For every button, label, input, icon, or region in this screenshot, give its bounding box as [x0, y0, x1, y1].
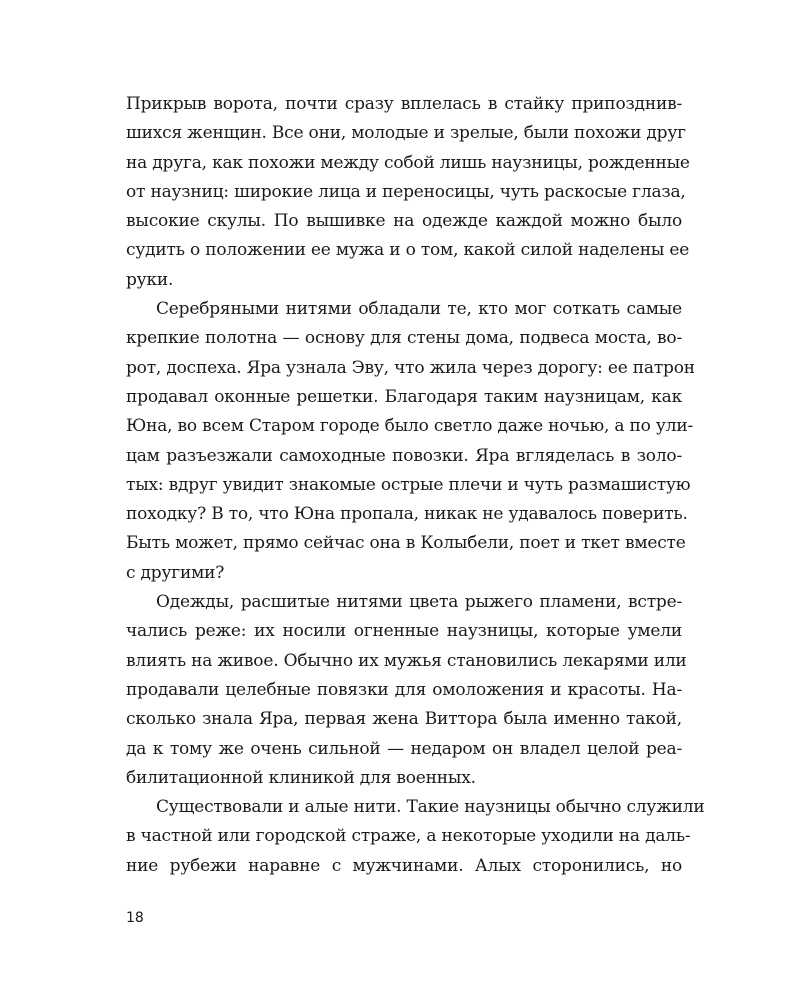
- text-line: рот, доспеха. Яра узнала Эву, что жила через дорогу: ее патрон: [126, 357, 695, 378]
- text-line: с другими?: [126, 562, 225, 583]
- text-line: сколько знала Яра, первая жена Виттора была именно такой,: [126, 709, 682, 730]
- paragraph-2: [126, 295, 695, 588]
- text-line: руки.: [126, 269, 174, 290]
- text-line: Существовали и алые нити. Такие наузницы обычно служили: [156, 797, 705, 818]
- text-line: от наузниц: широкие лица и переносицы, чуть раскосые глаза,: [126, 181, 686, 202]
- text-line: тых: вдруг увидит знакомые острые плечи и чуть размашистую: [126, 474, 691, 495]
- text-line: продавали целебные повязки для омоложения и красоты. На-: [126, 679, 682, 700]
- text-line: Юна, во всем Старом городе было светло даже ночью, а по ули-: [126, 416, 693, 437]
- text-line: Быть может, прямо сейчас она в Колыбели, поет и ткет вместе: [126, 533, 686, 554]
- text-line: билитационной клиникой для военных.: [126, 767, 476, 788]
- text-line: ние рубежи наравне с мужчинами. Алых сторонились, но: [126, 855, 682, 876]
- text-line: в частной или городской страже, а некоторые уходили на даль-: [126, 826, 691, 847]
- text-line: крепкие полотна — основу для стены дома, подвеса моста, во-: [126, 328, 682, 349]
- text-line: шихся женщин. Все они, молодые и зрелые, были похожи друг: [126, 123, 686, 144]
- text-line: чались реже: их носили огненные наузницы, которые умели: [126, 621, 682, 642]
- paragraph-4: [126, 793, 705, 881]
- text-line: цам разъезжали самоходные повозки. Яра вгляделась в золо-: [126, 445, 682, 466]
- paragraph-1: [126, 90, 690, 295]
- text-line: судить о положении ее мужа и о том, какой силой наделены ее: [126, 240, 690, 261]
- text-line: Прикрыв ворота, почти сразу вплелась в стайку припозднив-: [126, 94, 682, 114]
- paragraph-3: [126, 588, 687, 793]
- text-line: Серебряными нитями обладали те, кто мог соткать самые: [156, 299, 682, 320]
- text-line: да к тому же очень сильной — недаром он владел целой реа-: [126, 738, 682, 759]
- text-line: продавал оконные решетки. Благодаря таким наузницам, как: [126, 386, 682, 407]
- text-line: Одежды, расшитые нитями цвета рыжего пламени, встре-: [156, 592, 682, 613]
- page-number: 18: [126, 910, 144, 926]
- text-line: походку? В то, что Юна пропала, никак не удавалось поверить.: [126, 504, 688, 525]
- text-line: на друга, как похожи между собой лишь наузницы, рожденные: [126, 152, 690, 173]
- text-line: высокие скулы. По вышивке на одежде каждой можно было: [126, 211, 682, 232]
- text-line: влиять на живое. Обычно их мужья становились лекарями или: [126, 650, 687, 671]
- body-text: [126, 90, 705, 881]
